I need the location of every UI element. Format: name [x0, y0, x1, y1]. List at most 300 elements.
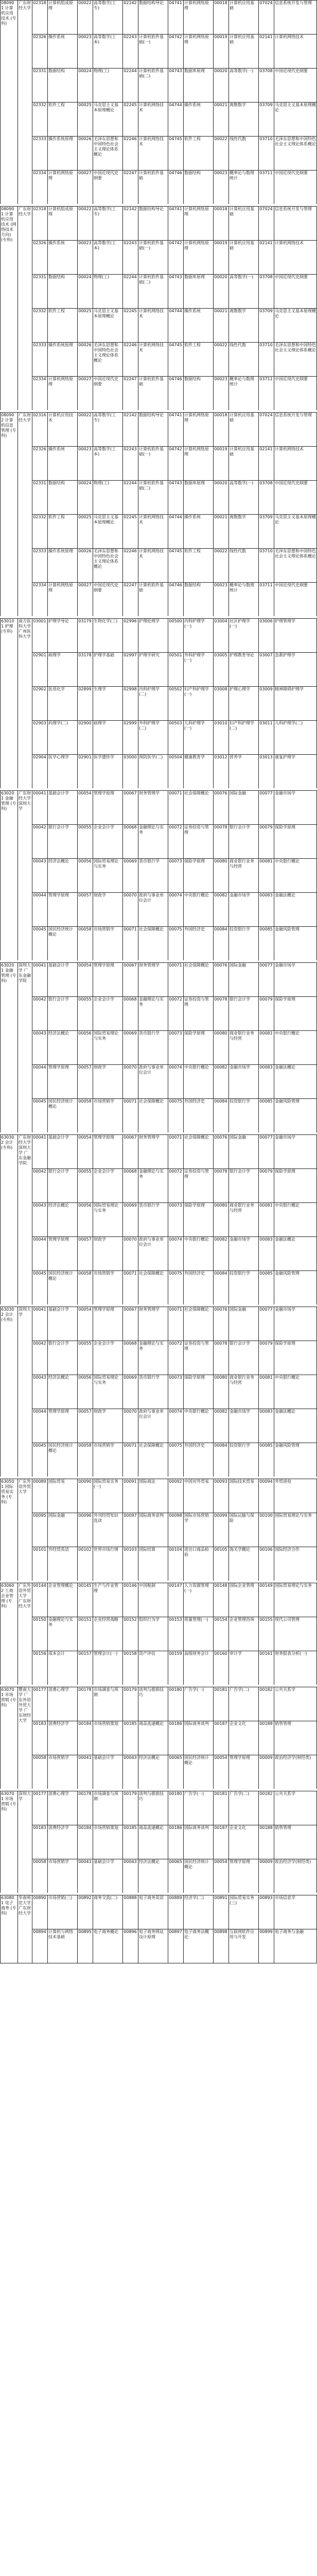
course-code: 02246: [124, 343, 137, 347]
column-border: [0, 1307, 1, 1477]
course-name: 经济学(二): [184, 1895, 204, 1900]
course-name: 生理学: [94, 687, 106, 691]
course-name: 数据库原理: [184, 69, 205, 73]
column-border: [17, 1307, 18, 1477]
course-name: 国际商务谈判: [184, 1825, 209, 1830]
course-name: 数据结构导论: [139, 1, 164, 5]
course-code: 00041: [33, 1135, 46, 1140]
course-name: 财务管理学: [139, 1307, 160, 1312]
course-name: 谈判与推销技巧: [139, 1687, 164, 1697]
major-name: 630602 工商企业管理 (专科): [1, 1583, 14, 1608]
course-name: 毛泽东思想和中国特色社会主义理论体系概论: [275, 343, 316, 352]
course-code: 02326: [33, 35, 46, 39]
course-name: 中国近现代史纲要: [275, 377, 308, 381]
course-name: 计算机网络技术: [275, 447, 304, 451]
course-name: 数据结构: [48, 69, 65, 73]
course-code: 00067: [124, 963, 137, 968]
course-code: 00020: [214, 275, 227, 279]
course-name: 计算机网络原理: [184, 413, 209, 422]
school-name: 广东外语外贸大学: [19, 1479, 31, 1494]
course-name: 金融风险管理: [275, 1443, 300, 1448]
course-name: 计算机网络技术: [139, 549, 164, 558]
column-border: [17, 206, 18, 410]
course-code: 00044: [33, 1237, 46, 1242]
course-code: 00161: [259, 1651, 273, 1656]
column-border: [47, 1583, 48, 1685]
course-code: 00022: [214, 549, 227, 553]
column-border: [258, 1895, 259, 1963]
column-border: [17, 0, 18, 204]
course-name: 计算机软件基础(一): [139, 447, 164, 456]
column-border: [77, 1479, 78, 1581]
course-name: 管理会计(一): [94, 1651, 118, 1656]
course-code: 02999: [124, 721, 137, 725]
course-code: 00501: [169, 653, 182, 657]
course-name: 国民经济统计概论: [48, 1443, 73, 1453]
course-name: 政府与事业单位会计: [139, 1409, 164, 1419]
column-border: [228, 1583, 229, 1685]
course-code: 02333: [33, 343, 46, 347]
course-code: 02318: [33, 1, 46, 5]
course-name: 质量管理(一): [184, 1617, 208, 1622]
column-border: [228, 1687, 229, 1789]
course-code: 00178: [78, 1791, 92, 1796]
course-name: 金融风险管理: [275, 927, 300, 931]
course-name: 金融市场学: [275, 1307, 295, 1312]
course-name: 计算机网络原理: [184, 447, 209, 456]
course-code: 00057: [78, 1237, 92, 1242]
column-border: [183, 1134, 184, 1304]
course-code: 00188: [259, 1721, 273, 1726]
course-code: 03010: [214, 721, 227, 725]
course-name: 计算机网络原理: [48, 583, 73, 592]
course-code: 00026: [78, 549, 92, 553]
course-code: 00025: [78, 103, 92, 107]
course-code: 00045: [33, 1443, 46, 1448]
course-code: 00103: [124, 1547, 137, 1552]
course-name: 计算机网络技术: [139, 309, 164, 318]
course-name: 数据库原理: [184, 481, 205, 485]
course-code: 00058: [78, 1271, 92, 1276]
course-name: 商务交流(二): [94, 1895, 118, 1900]
course-code: 02246: [124, 549, 137, 553]
course-name: 国际贸易理论与实务: [94, 1203, 118, 1213]
course-code: 00058: [78, 927, 92, 931]
course-code: 00895: [78, 1929, 92, 1934]
course-name: 操作系统: [184, 103, 201, 107]
course-code: 00042: [33, 997, 46, 1002]
column-border: [17, 1791, 18, 1893]
column-border: [228, 1134, 229, 1304]
course-name: 管理学原理: [48, 1409, 69, 1414]
course-code: 00077: [259, 963, 273, 968]
course-name: 市场营销学: [94, 1443, 114, 1448]
course-code: 00022: [78, 1, 92, 5]
course-name: 保险学原理: [275, 1169, 295, 1174]
course-name: 数据结构导论: [139, 413, 164, 417]
column-border: [17, 962, 18, 1132]
course-code: 07024: [259, 1, 273, 5]
course-name: 精神障碍护理学: [275, 687, 304, 691]
course-code: 00104: [169, 1547, 182, 1552]
course-code: 00102: [78, 1547, 92, 1552]
course-name: 市场信息学: [275, 1895, 295, 1900]
course-name: 计算机网络技术: [139, 103, 164, 112]
column-border: [258, 1791, 259, 1893]
course-name: 计算机网络原理: [184, 241, 209, 250]
course-code: 00070: [124, 893, 137, 897]
course-code: 00890: [33, 1895, 46, 1900]
course-name: 管理学原理: [94, 963, 114, 968]
course-code: 02331: [33, 69, 46, 73]
course-code: 02334: [33, 583, 46, 587]
course-name: 财务管理学: [139, 1135, 160, 1140]
course-name: 银行会计学: [230, 997, 250, 1002]
school-name: 广东财经大学: [19, 1, 31, 10]
course-code: 00073: [169, 1203, 182, 1208]
course-code: 02904: [33, 755, 46, 759]
column-border: [47, 1479, 48, 1581]
course-name: 中国近现代史纲要: [94, 171, 118, 180]
course-name: 市场营销学: [48, 1859, 69, 1864]
course-code: 00106: [259, 1547, 273, 1552]
course-code: 04743: [169, 275, 182, 279]
course-name: 保险学原理: [184, 1031, 205, 1036]
column-border: [183, 1583, 184, 1685]
column-border: [77, 790, 78, 960]
course-code: 00075: [169, 1099, 182, 1104]
course-name: 市场营销(三): [48, 1895, 73, 1900]
course-name: 外经贸英语: [48, 1547, 69, 1552]
course-code: 04742: [169, 35, 182, 39]
column-border: [47, 962, 48, 1132]
course-name: 商业银行业务与经营: [230, 1031, 254, 1041]
course-name: 毛泽东思想和中国特色社会主义理论体系概论: [94, 343, 118, 363]
major-name: 630201 金融管理 (专科): [1, 963, 16, 983]
course-name: 中央银行概论: [184, 893, 209, 897]
school-name: 广东财经大学 深圳大学: [19, 791, 31, 811]
column-border: [0, 1134, 1, 1304]
course-name: 操作系统: [48, 35, 65, 39]
course-code: 03709: [259, 515, 273, 519]
course-name: 线性代数: [230, 549, 246, 553]
course-code: 00177: [33, 1687, 46, 1692]
course-name: 消费经济学: [48, 1825, 69, 1830]
course-code: 00018: [214, 1, 227, 5]
column-border: [0, 0, 1, 204]
course-code: 00043: [33, 1203, 46, 1208]
course-name: 国际贸易理论与实务: [94, 1031, 118, 1041]
course-name: 金融风险管理: [275, 1271, 300, 1276]
course-code: 00080: [214, 1375, 227, 1380]
course-code: 04744: [169, 515, 182, 519]
column-border: [122, 1687, 123, 1789]
course-code: 00027: [78, 377, 92, 381]
course-code: 00105: [214, 1547, 227, 1552]
course-name: 国际企业管理: [230, 1583, 254, 1588]
course-code: 00075: [169, 1271, 182, 1276]
course-name: 企业会计学: [94, 1169, 114, 1174]
school-name: 华南师范大学 广东财经大学: [19, 1895, 31, 1916]
column-border: [213, 962, 214, 1132]
course-name: 计算机网络技术: [139, 343, 164, 352]
column-border: [122, 1307, 123, 1477]
course-name: 基础会计学: [48, 963, 69, 968]
course-code: 04744: [169, 103, 182, 107]
course-name: 数据结构: [184, 377, 201, 381]
column-border: [77, 1134, 78, 1304]
course-name: 软件工程: [48, 515, 65, 519]
course-name: 概率论与数理统计: [230, 171, 254, 180]
course-code: 00043: [124, 1859, 137, 1864]
column-border: [77, 618, 78, 788]
column-border: [183, 1479, 184, 1581]
course-code: 00070: [124, 1065, 137, 1070]
course-name: 护理心理学: [230, 687, 250, 691]
course-name: 电子商务概论: [94, 1929, 118, 1934]
course-name: 企业会计学: [94, 1341, 114, 1346]
course-name: 电子商务与金融: [275, 1929, 304, 1934]
course-code: 02901: [33, 653, 46, 657]
course-code: 00079: [259, 1169, 273, 1174]
course-name: 企业文化: [230, 1721, 246, 1726]
course-name: 国际贸易实务(一): [94, 1479, 118, 1489]
course-code: 00068: [124, 1341, 137, 1346]
major-name: 630501 国际贸易实务 (专科): [1, 1479, 14, 1504]
course-name: 操作系统原理: [48, 343, 73, 347]
column-border: [213, 1479, 214, 1581]
course-code: 00071: [169, 1135, 182, 1140]
course-code: 03709: [259, 103, 273, 107]
column-border: [122, 412, 123, 616]
course-name: 计算机网络技术: [139, 515, 164, 524]
column-border: [47, 206, 48, 410]
course-name: 现代公司管理: [275, 1617, 300, 1622]
course-name: 马克思主义基本原理概论: [94, 309, 118, 318]
course-name: 市场营销学: [48, 1755, 69, 1760]
course-code: 00096: [78, 1513, 92, 1518]
column-border: [47, 1791, 48, 1893]
course-code: 00074: [169, 1065, 182, 1070]
course-name: 康复护理学: [275, 755, 295, 759]
school-name: 广东财经大学 深圳大学 广东金融学院: [19, 1135, 31, 1165]
course-code: 00071: [124, 1099, 137, 1104]
course-code: 00098: [169, 1513, 182, 1518]
course-code: 02331: [33, 481, 46, 485]
course-code: 02244: [124, 481, 137, 485]
course-code: 00071: [169, 963, 182, 968]
course-code: 00071: [124, 1443, 137, 1448]
column-border: [122, 1134, 123, 1304]
course-name: 管理学原理: [94, 1307, 114, 1312]
course-name: 计算机网络原理: [48, 171, 73, 180]
course-code: 00024: [78, 275, 92, 279]
course-code: 00043: [33, 1031, 46, 1036]
course-name: 国际市场营销学: [184, 1513, 209, 1523]
course-name: 金融理论与实务: [139, 1341, 164, 1351]
course-name: 证券投资与管理: [184, 1169, 209, 1179]
course-code: 00182: [259, 1791, 273, 1796]
course-name: 毛泽东思想和中国特色社会主义理论体系概论: [275, 549, 316, 558]
course-code: 00085: [259, 1443, 273, 1448]
course-name: 银行会计学: [48, 997, 69, 1002]
major-name: 080902 计算机信息管理 (专科): [1, 413, 16, 438]
course-name: 保险学原理: [275, 997, 295, 1002]
course-name: 国民经济统计概论: [184, 1755, 209, 1765]
column-border: [213, 0, 214, 204]
course-name: 计算机与网络技术基础: [48, 1929, 73, 1939]
course-name: 信息系统开发与管理: [275, 413, 312, 417]
column-border: [213, 412, 214, 616]
course-code: 04746: [169, 583, 182, 587]
course-code: 02244: [124, 275, 137, 279]
course-code: 00067: [124, 791, 137, 795]
course-code: 00081: [259, 1031, 273, 1036]
course-name: 国民经济统计概论: [48, 927, 73, 937]
course-name: 操作系统原理: [48, 137, 73, 141]
course-code: 00023: [214, 583, 227, 587]
course-code: 00055: [78, 1169, 92, 1174]
course-code: 00898: [214, 1929, 227, 1934]
course-name: 操作系统: [48, 241, 65, 245]
course-name: 物理(工): [94, 481, 110, 485]
course-code: 00099: [214, 1513, 227, 1518]
school-name: 广东外语外贸大学 广东财经大学: [19, 1583, 31, 1608]
course-code: 03013: [259, 755, 273, 759]
course-name: 互联网软件应用与开发: [230, 1929, 254, 1939]
course-name: 计算机应用技术: [48, 413, 73, 422]
column-border: [258, 1307, 259, 1477]
column-border: [17, 412, 18, 616]
course-code: 00056: [78, 1203, 92, 1208]
course-name: 金融市场学: [275, 1135, 295, 1140]
column-border: [17, 1583, 18, 1685]
course-code: 00021: [214, 515, 227, 519]
course-name: 高等数学(一): [230, 275, 254, 279]
course-code: 00057: [78, 1409, 92, 1414]
course-name: 高等数学(工专): [94, 207, 116, 216]
course-name: 广告学(一): [184, 1791, 204, 1796]
course-name: 生产与作业管理: [94, 1583, 118, 1593]
course-name: 护理伦理学: [139, 619, 160, 623]
course-name: 管理学原理: [48, 1065, 69, 1070]
course-name: 货币银行学: [139, 859, 160, 863]
course-name: 计算机网络原理: [48, 377, 73, 386]
course-code: 07024: [259, 207, 273, 211]
course-name: 国际金融: [230, 791, 246, 795]
course-name: 中国近现代史纲要: [275, 69, 308, 73]
course-name: 保险学原理: [184, 1375, 205, 1380]
course-name: 银行会计学: [48, 1341, 69, 1346]
course-code: 02326: [33, 447, 46, 451]
column-border: [213, 618, 214, 788]
course-name: 国际运输与保险: [230, 1513, 254, 1523]
course-name: 物理(工): [94, 69, 110, 73]
course-code: 00020: [214, 69, 227, 73]
course-code: 00089: [33, 1479, 46, 1484]
course-code: 00058: [78, 1099, 92, 1104]
school-name: 暨南大学 广东外语外贸大学 广东财经大学: [19, 1687, 31, 1723]
course-name: 计算机软件基础: [139, 583, 164, 592]
course-name: 企业经营战略: [94, 1617, 118, 1622]
course-name: 银行会计学: [230, 1341, 250, 1346]
course-code: 00072: [169, 997, 182, 1002]
course-code: 00892: [78, 1895, 92, 1900]
course-code: 03710: [259, 137, 273, 141]
course-code: 03708: [259, 275, 273, 279]
course-code: 00097: [124, 1513, 137, 1518]
course-code: 03178: [78, 653, 92, 657]
course-code: 00181: [214, 1791, 227, 1796]
course-name: 软件工程: [184, 137, 201, 141]
column-border: [0, 962, 1, 1132]
course-code: 00018: [214, 413, 227, 417]
course-name: 企业管理咨询: [230, 1617, 254, 1622]
course-code: 00078: [214, 825, 227, 829]
course-name: 计算机应用基础: [230, 413, 254, 422]
course-name: 生物化学(三): [94, 619, 118, 623]
course-code: 00076: [214, 791, 227, 795]
course-name: 基础会计学: [48, 1135, 69, 1140]
course-code: 00072: [169, 1341, 182, 1346]
course-name: 护理管理学: [275, 619, 295, 623]
course-code: 00083: [259, 1065, 273, 1070]
course-code: 00079: [259, 825, 273, 829]
course-code: 02318: [33, 207, 46, 211]
course-code: 00070: [124, 1409, 137, 1414]
course-code: 00071: [124, 1271, 137, 1276]
course-name: 马克思主义基本原理概论: [94, 515, 118, 524]
course-code: 00076: [214, 1135, 227, 1140]
course-code: 02244: [124, 69, 137, 73]
course-code: 02900: [78, 721, 92, 725]
course-code: 00182: [259, 1687, 273, 1692]
course-name: 国际金融: [230, 1135, 246, 1140]
course-code: 00071: [169, 1307, 182, 1312]
course-name: 护理学基础: [94, 653, 114, 657]
course-code: 00021: [214, 103, 227, 107]
column-border: [213, 1895, 214, 1963]
course-name: 计算机软件基础(二): [139, 69, 164, 78]
course-code: 04741: [169, 1, 182, 5]
course-name: 国际商务谈判: [184, 1721, 209, 1726]
course-code: 00018: [214, 207, 227, 211]
course-code: 00027: [78, 583, 92, 587]
course-name: 管理学原理: [48, 1237, 69, 1242]
course-code: 00077: [259, 1135, 273, 1140]
course-code: 03708: [259, 481, 273, 485]
course-name: 计算机应用基础: [230, 241, 254, 250]
course-name: 计算机应用基础: [230, 1, 254, 10]
course-name: 商品流通概论: [139, 1825, 164, 1830]
course-code: 00185: [124, 1825, 137, 1830]
course-name: 概率论与数理统计: [230, 583, 254, 592]
course-code: 00188: [259, 1825, 273, 1830]
course-code: 04746: [169, 171, 182, 175]
course-code: 02141: [259, 447, 273, 451]
course-code: 03000: [124, 755, 137, 759]
course-name: 计算机网络原理: [184, 1, 209, 10]
course-name: 国际经济合作: [275, 1547, 300, 1552]
course-name: 中国对外贸易: [184, 1479, 209, 1484]
course-name: 进出口商品检验: [184, 1547, 209, 1557]
column-border: [228, 206, 229, 410]
course-code: 00148: [214, 1583, 227, 1588]
course-code: 00893: [259, 1895, 273, 1900]
course-code: 00055: [78, 1341, 92, 1346]
course-code: 00054: [78, 963, 92, 968]
course-name: 外国经济史: [184, 1099, 205, 1104]
